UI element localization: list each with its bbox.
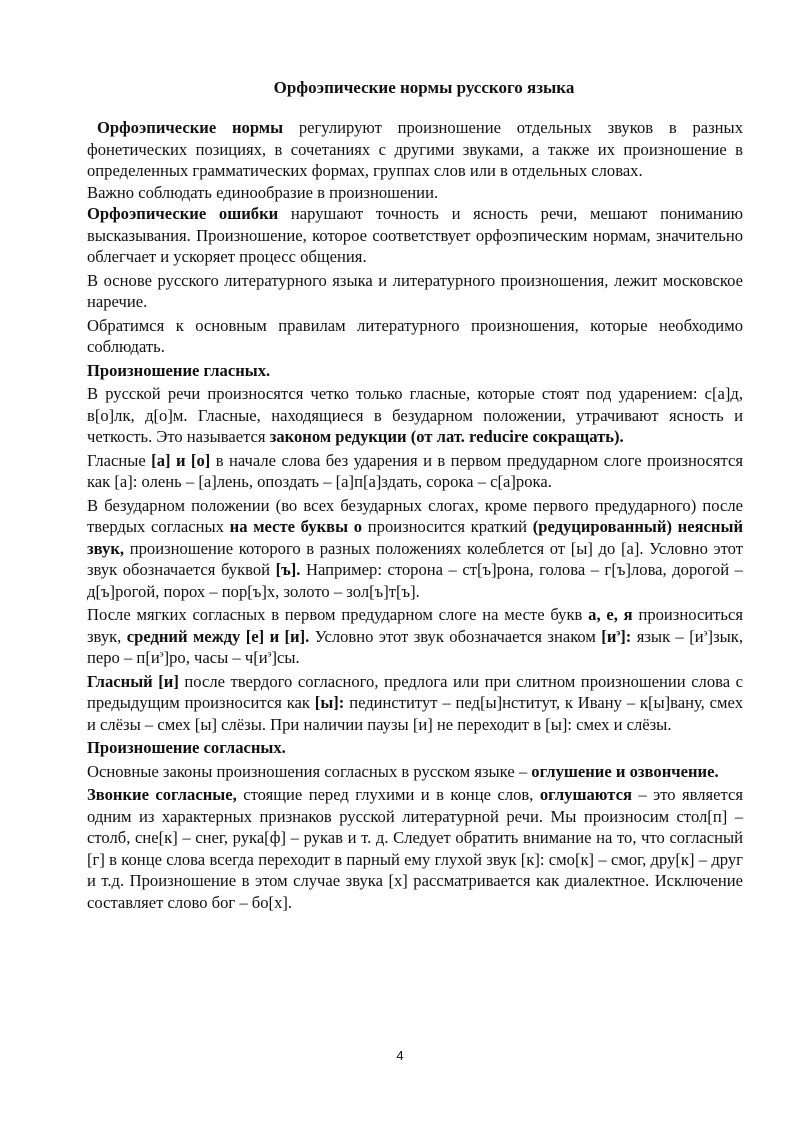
- text: произношение которого в разных положениях колеблется от [ы] до [а]. Условно этот звук обозначается буквой: [87, 538, 743, 579]
- term-a-o: [а] и [о]: [151, 450, 211, 470]
- term-orthoepic-norms: Орфоэпические нормы: [97, 118, 284, 137]
- text: Условно этот звук обозначается знаком: [309, 626, 602, 646]
- text: после твердого согласного, предлога или при слитном произношении слова с предыдущим произносится как: [87, 671, 743, 712]
- text: нарушают точность и ясность речи, мешают пониманию высказывания. Произношение, которое соответствует орфоэпическим нормам, значительно облегчает и ускоряет процесс общения.: [87, 204, 743, 266]
- term-orthoepic-errors: Орфоэпические ошибки: [87, 204, 279, 223]
- page-number: 4: [396, 1048, 404, 1063]
- paragraph-reduction: [87, 383, 743, 448]
- text: В безударном положении (во всех безударных слогах, кроме первого предударного) после твердых согласных: [87, 495, 743, 536]
- superscript: э: [616, 626, 621, 637]
- superscript: э: [703, 626, 708, 637]
- term-middle-sound: средний между [е] и [и].: [126, 626, 310, 646]
- paragraph-orthoepic-norms: [87, 117, 743, 182]
- text: ]зык, перо – п[и: [87, 626, 743, 667]
- term-voiced-consonants: Звонкие согласные,: [87, 785, 237, 804]
- text: ]сы.: [271, 648, 300, 667]
- text: Гласные: [87, 450, 152, 470]
- paragraph-vowel-i: [87, 671, 743, 736]
- text: После мягких согласных в первом предударном слоге на месте букв: [87, 605, 589, 624]
- paragraph-consonant-laws: [87, 761, 743, 783]
- paragraph-soft-consonants: [87, 604, 743, 669]
- superscript: э: [159, 648, 164, 659]
- paragraph-uniformity: Важно соблюдать единообразие в произношении.: [87, 182, 439, 202]
- term-devoicing-voicing: оглушение и озвончение.: [531, 761, 719, 781]
- heading-vowels: Произношение гласных.: [87, 360, 271, 380]
- paragraph-main-rules: Обратимся к основным правилам литературного произношения, которые необходимо соблюдать.: [87, 315, 743, 356]
- term-hard-sign: [ъ].: [275, 560, 301, 579]
- paragraph-orthoepic-errors: [87, 203, 743, 268]
- superscript: э: [267, 648, 272, 659]
- text: ]:: [620, 626, 632, 646]
- term-vowel-i: Гласный [и]: [87, 671, 179, 691]
- text: [и: [601, 626, 617, 646]
- text: язык – [и: [631, 626, 704, 646]
- text: стоящие перед глухими и в конце слов,: [236, 785, 540, 804]
- text: Основные законы произношения согласных в русском языке –: [87, 761, 532, 781]
- text: регулируют произношение отдельных звуков в разных фонетических позициях, в сочетаниях с другими звуками, а также их произношение в определенных грамматических формах, группах слов или в отдельных словах.: [87, 118, 743, 180]
- term-reduction-law: законом редукции (от лат. reducire сокращать).: [269, 427, 624, 446]
- page-title: Орфоэпические нормы русского языка: [273, 78, 575, 97]
- paragraph-reduced-sound: [87, 495, 743, 603]
- term-reduced-sound: (редуцированный) неясный звук,: [87, 517, 743, 558]
- text: – это является одним из характерных признаков русской литературной речи. Мы произносим стол[п] – столб, сне[к] – снег, рука[ф] – рукав и т. д. Следует обратить внимание на то, что согласный [г] в конце слова всегда переходит в парный ему глухой звук [к]: смо[к] – смог, дру[к] – друг и т.д. Произношение в этом случае звука [х] рассматривается как диалектное. Исключение составляет слово бог – бо[х].: [87, 785, 743, 912]
- text: произноситься звук,: [87, 605, 744, 646]
- term-y-sound: [ы]:: [314, 693, 345, 712]
- text: произносится краткий: [362, 517, 533, 536]
- paragraph-a-o: [87, 450, 743, 493]
- text: пединститут – пед[ы]нститут, к Ивану – к[ы]вану, смех и слёзы – смех [ы] слёзы. При наличии паузы [и] не переходит в [ы]: смех и слёзы.: [87, 693, 743, 734]
- heading-consonants: Произношение согласных.: [87, 738, 286, 757]
- term-letter-o: на месте буквы о: [229, 517, 363, 536]
- term-devoiced: оглушаются: [539, 785, 632, 804]
- text: Например: сторона – ст[ъ]рона, голова – г[ъ]лова, дорогой – д[ъ]рогой, порох – пор[ъ]х, золото – зол[ъ]т[ъ].: [87, 560, 743, 601]
- text: в начале слова без ударения и в первом предударном слоге произносятся как [а]: олень – [а]лень, опоздать – [а]п[а]здать, сорока – с[а]рока.: [87, 450, 743, 491]
- term-ie-sign: [601, 627, 631, 646]
- paragraph-voiced-consonants: [87, 784, 743, 913]
- term-letters: а, е, я: [588, 605, 633, 624]
- paragraph-moscow-dialect: В основе русского литературного языка и литературного произношения, лежит московское наречие.: [87, 270, 743, 311]
- text: В русской речи произносятся четко только гласные, которые стоят под ударением: с[а]д, в[о]лк, д[о]м. Гласные, находящиеся в безударном положении, утрачивают ясность и четкость. Это называется: [87, 384, 743, 446]
- text: ]ро, часы – ч[и: [163, 648, 268, 667]
